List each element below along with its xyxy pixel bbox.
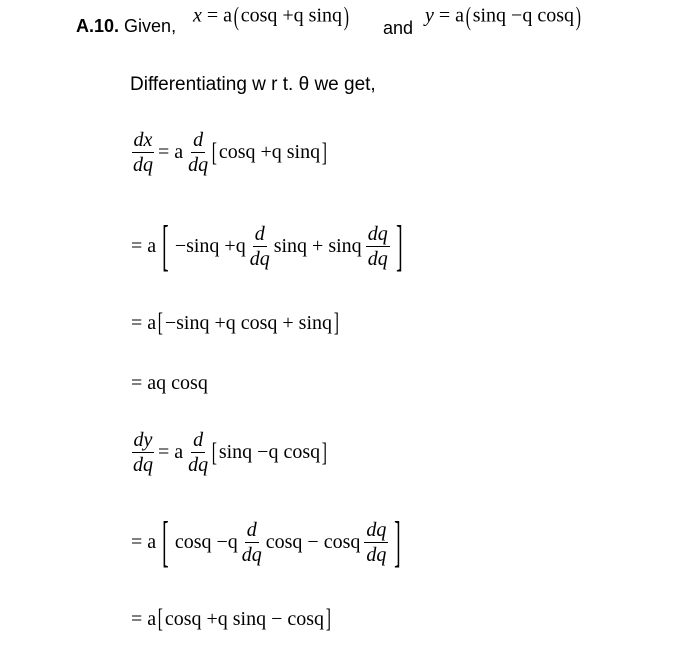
bracket-body: −sinq +q cosq + sinq: [164, 311, 333, 334]
equation-y: [425, 4, 583, 30]
step-simplify-y: [131, 606, 333, 632]
y-equals-a: = a: [438, 4, 465, 27]
bracket-open: [: [157, 308, 164, 337]
fraction-dq-dq: $\frac{dq}{dq}$: [366, 518, 387, 566]
fraction-d-dq: $\frac{d}{dq}$: [249, 222, 270, 270]
fraction-d-dq: $\frac{d}{dq}$: [241, 518, 262, 566]
term-a: cosq −q: [174, 530, 238, 553]
equation-x: [193, 4, 351, 30]
bracket-open: [: [157, 604, 164, 633]
given-text: Given,: [124, 16, 177, 36]
y-variable: y: [425, 4, 434, 27]
paren-open: (: [233, 2, 239, 31]
step-result-x: = aq cosq: [131, 372, 208, 394]
x-equals-a: = a: [206, 4, 233, 27]
paren-close: ): [343, 2, 349, 31]
bracket-close: ]: [321, 437, 328, 467]
bracket-close: ]: [321, 137, 328, 167]
bracket-close: ]: [394, 511, 401, 573]
bracket-open: [: [162, 511, 169, 573]
x-inner: cosq +q sinq: [240, 4, 342, 27]
step-expand-x: [131, 215, 408, 277]
equals-a: = a: [131, 607, 157, 630]
bracket-body: sinq −q cosq: [218, 441, 321, 463]
step-dx: [131, 130, 329, 175]
question-header: [76, 16, 176, 37]
term-b: sinq + sinq: [273, 234, 362, 257]
fraction-d-dq: $\frac{d}{dq}$: [188, 429, 209, 476]
fraction-d-dq: $\frac{d}{dq}$: [188, 129, 209, 176]
paren-close: ): [575, 2, 581, 31]
step-dy: [131, 430, 329, 475]
bracket-close: ]: [395, 215, 403, 277]
equals-a: = a: [131, 311, 157, 334]
bracket-close: ]: [333, 308, 339, 337]
bracket-body: cosq +q sinq − cosq: [164, 607, 325, 630]
fraction-dq-dq: $\frac{dq}{dq}$: [367, 222, 388, 270]
equals-a: = a: [158, 441, 184, 463]
equals-a: = a: [131, 530, 157, 553]
y-inner: sinq −q cosq: [472, 4, 574, 27]
x-variable: x: [193, 4, 202, 27]
equals-a: = a: [158, 141, 184, 163]
fraction-dy-dq: $\frac{dy}{dq}$: [133, 429, 153, 476]
term-b: cosq − cosq: [265, 530, 361, 553]
term-a: −sinq +q: [174, 234, 246, 257]
step-simplify-x: [131, 310, 341, 336]
step-expand-y: [131, 511, 407, 573]
bracket-close: ]: [325, 604, 331, 633]
bracket-open: [: [162, 215, 169, 277]
bracket-open: [: [211, 437, 218, 467]
equals-a: = a: [131, 234, 157, 257]
question-label: A.10.: [76, 16, 120, 36]
fraction-dx-dq: $\frac{dx}{dq}$: [133, 129, 153, 176]
bracket-body: cosq +q sinq: [218, 141, 321, 163]
bracket-open: [: [211, 137, 218, 167]
paren-open: (: [465, 2, 471, 31]
and-text: and: [383, 18, 414, 38]
intro-text: Differentiating w r t. θ we get,: [130, 74, 376, 95]
